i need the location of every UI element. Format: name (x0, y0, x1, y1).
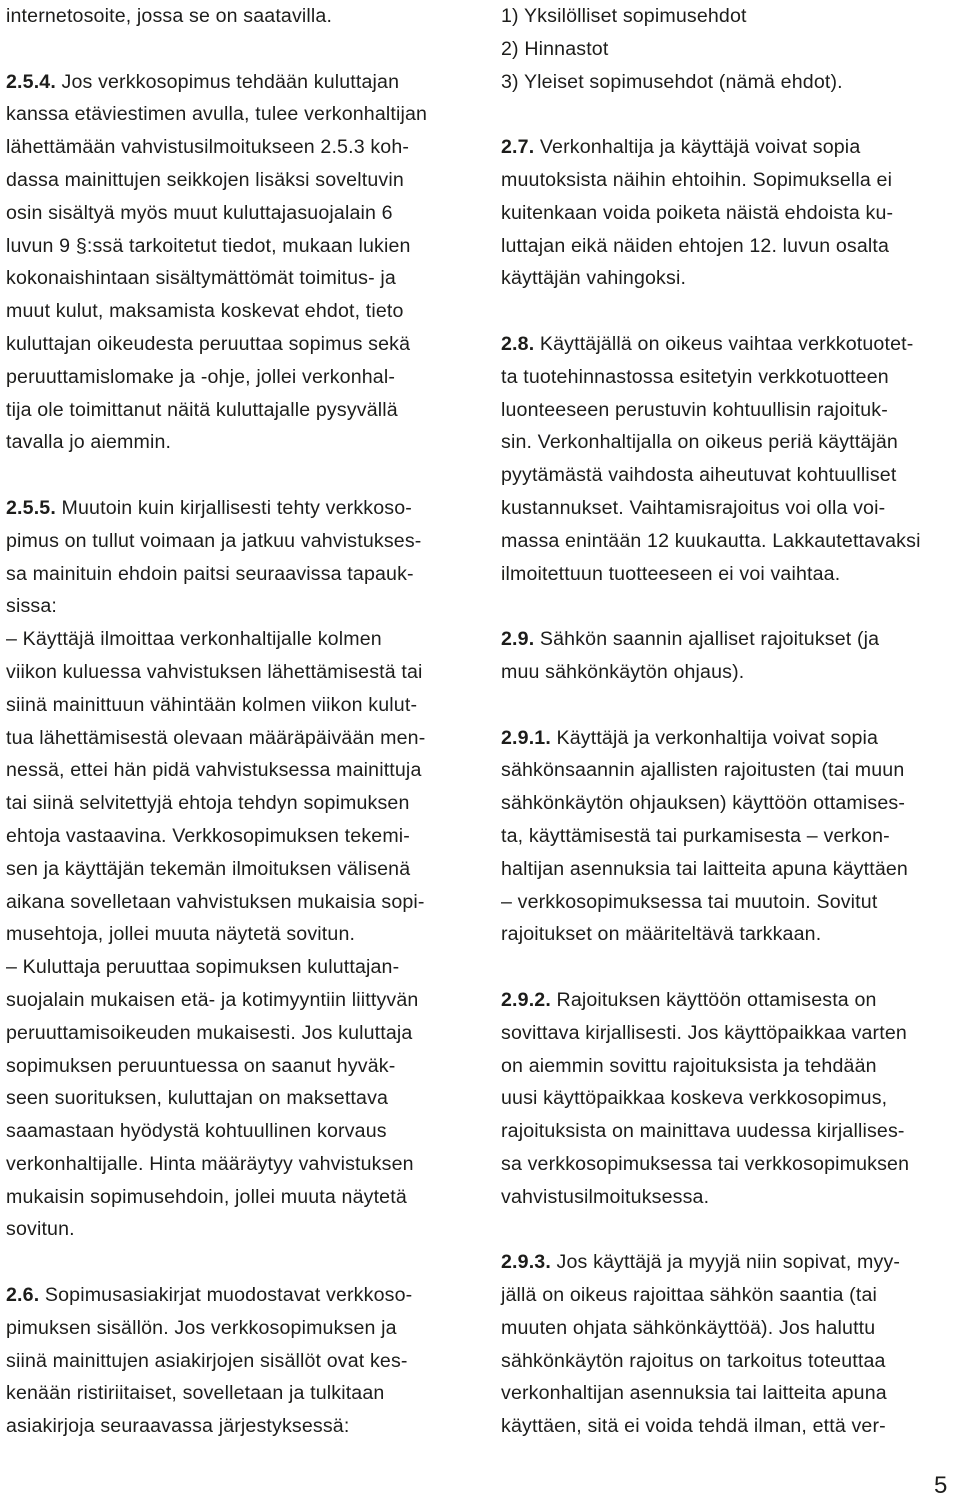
paragraph-gap (501, 1213, 955, 1246)
text-run: uusi käyttöpaikkaa koskeva verkkosopimus, (501, 1087, 888, 1110)
text-line (6, 1181, 460, 1214)
text-run: luttajan eikä näiden ehtojen 12. luvun osalta (501, 234, 890, 257)
text-line (501, 656, 955, 689)
text-run: Jos käyttäjä ja myyjä niin sopivat, myy- (550, 1251, 901, 1274)
text-line (6, 820, 460, 853)
paragraph-gap (6, 459, 460, 492)
text-run: pimus on tullut voimaan ja jatkuu vahvistukses- (6, 529, 422, 552)
text-run: viikon kuluessa vahvistuksen lähettämisestä tai (6, 660, 423, 683)
text-run: 3) Yleiset sopimusehdot (nämä ehdot). (501, 70, 843, 93)
text-run: sa mainituin ehdoin paitsi seuraavissa tapauk- (6, 562, 414, 585)
text-line (6, 394, 460, 427)
text-line (501, 361, 955, 394)
text-line (501, 525, 955, 558)
text-run: rajoituksista on mainittava uudessa kirjallises- (501, 1120, 905, 1143)
text-run: – Käyttäjä ilmoittaa verkonhaltijalle kolmen (6, 628, 382, 651)
text-line (501, 1050, 955, 1083)
text-run: sin. Verkonhaltijalla on oikeus periä käyttäjän (501, 431, 898, 454)
text-line (6, 951, 460, 984)
text-run: seen suorituksen, kuluttajan on maksettava (6, 1087, 389, 1110)
text-line (6, 197, 460, 230)
text-run: nessä, ettei hän pidä vahvistuksessa mainittuja (6, 759, 422, 782)
text-line (6, 164, 460, 197)
paragraph-gap (501, 951, 955, 984)
text-line (501, 328, 955, 361)
text-line (6, 295, 460, 328)
text-line (6, 1148, 460, 1181)
text-line (6, 689, 460, 722)
section-number: 2.7. (501, 136, 535, 159)
text-run: Muutoin kuin kirjallisesti tehty verkkoso- (55, 496, 412, 519)
paragraph-gap (501, 98, 955, 131)
text-line (501, 722, 955, 755)
text-run: Rajoituksen käyttöön ottamisesta on (550, 988, 877, 1011)
text-run: kuitenkaan voida poiketa näistä ehdoista ku- (501, 201, 894, 224)
text-line (6, 1279, 460, 1312)
text-line (6, 492, 460, 525)
text-line (6, 722, 460, 755)
text-line (501, 230, 955, 263)
text-line (501, 886, 955, 919)
text-line (501, 459, 955, 492)
text-run: kustannukset. Vaihtamisrajoitus voi olla voi- (501, 496, 886, 519)
text-run: muu sähkönkäytön ohjaus). (501, 660, 745, 683)
text-line (501, 492, 955, 525)
text-line (501, 1312, 955, 1345)
text-run: pyytämästä vaihdosta aiheutuvat kohtuulliset (501, 464, 897, 487)
text-run: asiakirjoja seuraavassa järjestyksessä: (6, 1415, 350, 1438)
text-run: ehtoja vastaavina. Verkkosopimuksen tekemi- (6, 824, 410, 847)
text-run: on aiemmin sovittu rajoituksista ja tehdään (501, 1054, 877, 1077)
text-line (501, 131, 955, 164)
text-line (6, 590, 460, 623)
text-run: massa enintään 12 kuukautta. Lakkautettavaksi (501, 529, 921, 552)
text-run: luonteeseen perustuvin kohtuullisin rajoituk- (501, 398, 888, 421)
text-line (6, 1050, 460, 1083)
section-number: 2.9.2. (501, 988, 551, 1011)
text-run: rajoitukset on määriteltävä tarkkaan. (501, 923, 822, 946)
text-run: peruuttamisoikeuden mukaisesti. Jos kuluttaja (6, 1021, 413, 1044)
text-line (6, 525, 460, 558)
text-line (6, 262, 460, 295)
text-run: sovittava kirjallisesti. Jos käyttöpaikkaa varten (501, 1021, 907, 1044)
section-number: 2.9.1. (501, 726, 551, 749)
text-line (6, 328, 460, 361)
paragraph-gap (6, 1246, 460, 1279)
text-line (6, 1115, 460, 1148)
text-line (6, 656, 460, 689)
section-number: 2.5.5. (6, 496, 56, 519)
text-line (501, 164, 955, 197)
text-run: sen ja käyttäjän tekemän ilmoituksen välisenä (6, 857, 411, 880)
text-run: kenään ristiriitaiset, sovelletaan ja tulkitaan (6, 1382, 385, 1405)
text-line (501, 1345, 955, 1378)
section-number: 2.6. (6, 1284, 40, 1307)
text-run: aikana sovelletaan vahvistuksen mukaisia sopi- (6, 890, 425, 913)
text-run: kanssa etäviestimen avulla, tulee verkonhaltijan (6, 103, 428, 126)
text-line (6, 98, 460, 131)
text-line (6, 66, 460, 99)
text-run: sovitun. (6, 1218, 75, 1241)
section-number: 2.9.3. (501, 1251, 551, 1274)
text-run: internetosoite, jossa se on saatavilla. (6, 5, 333, 27)
text-line (501, 426, 955, 459)
text-run: muutoksista näihin ehtoihin. Sopimuksella ei (501, 168, 893, 191)
text-run: vahvistusilmoituksessa. (501, 1185, 710, 1208)
text-line (501, 262, 955, 295)
text-run: jällä on oikeus rajoittaa sähkön saantia (tai (501, 1284, 877, 1307)
text-line (501, 197, 955, 230)
text-line (501, 394, 955, 427)
text-run: Jos verkkosopimus tehdään kuluttajan (55, 70, 400, 93)
page-number: 5 (934, 1472, 948, 1499)
left-column (6, 0, 460, 1443)
text-run: Verkonhaltija ja käyttäjä voivat sopia (534, 136, 861, 159)
text-line (6, 361, 460, 394)
text-line (501, 918, 955, 951)
text-line (6, 1213, 460, 1246)
paragraph-gap (501, 295, 955, 328)
section-number: 2.5.4. (6, 70, 56, 93)
text-run: käyttäjän vahingoksi. (501, 267, 687, 290)
text-line (501, 1377, 955, 1410)
text-run: Sopimusasiakirjat muodostavat verkkoso- (39, 1284, 413, 1307)
text-run: Sähkön saannin ajalliset rajoitukset (ja (534, 628, 880, 651)
text-run: haltijan asennuksia tai laitteita apuna käyttäen (501, 857, 908, 880)
paragraph-gap (501, 590, 955, 623)
text-run: ta, käyttämisestä tai purkamisesta – verkon- (501, 824, 890, 847)
section-number: 2.9. (501, 628, 535, 651)
text-line (6, 1312, 460, 1345)
text-run: kuluttajan oikeudesta peruuttaa sopimus sekä (6, 332, 411, 355)
text-run: dassa mainittujen seikkojen lisäksi soveltuvin (6, 168, 404, 191)
text-run: mukaisin sopimusehdoin, jollei muuta näytetä (6, 1185, 407, 1208)
text-line (6, 0, 460, 33)
text-line (6, 1410, 460, 1443)
text-run: siinä mainittujen asiakirjojen sisällöt ovat kes- (6, 1349, 408, 1372)
text-run: – verkkosopimuksessa tai muutoin. Sovitut (501, 890, 878, 913)
text-run: peruuttamislomake ja -ohje, jollei verkonhal- (6, 365, 396, 388)
text-run: pimuksen sisällön. Jos verkkosopimuksen ja (6, 1316, 397, 1339)
text-run: muut kulut, maksamista koskevat ehdot, tieto (6, 300, 404, 323)
text-run: 1) Yksilölliset sopimusehdot (501, 5, 747, 27)
text-run: tai siinä selvitettyjä ehtoja tehdyn sopimuksen (6, 792, 410, 815)
text-line (6, 558, 460, 591)
text-run: Käyttäjä ja verkonhaltija voivat sopia (550, 726, 879, 749)
text-run: 2) Hinnastot (501, 37, 609, 60)
text-line (6, 131, 460, 164)
text-line (501, 1115, 955, 1148)
text-line (501, 820, 955, 853)
text-run: sopimuksen peruuntuessa on saanut hyväk- (6, 1054, 396, 1077)
text-run: muuten ohjata sähkönkäyttöä). Jos haluttu (501, 1316, 876, 1339)
text-line (501, 0, 955, 33)
text-line (501, 1148, 955, 1181)
text-line (6, 1082, 460, 1115)
text-run: verkonhaltijan asennuksia tai laitteita apuna (501, 1382, 887, 1405)
text-run: tija ole toimittanut näitä kuluttajalle pysyvällä (6, 398, 398, 421)
text-line (501, 1181, 955, 1214)
text-run: suojalain mukaisen etä- ja kotimyyntiin liittyvän (6, 988, 419, 1011)
text-line (501, 558, 955, 591)
text-line (6, 754, 460, 787)
text-line (6, 1017, 460, 1050)
text-line (6, 853, 460, 886)
text-run: ta tuotehinnastossa esitetyin verkkotuotteen (501, 365, 889, 388)
text-line (6, 230, 460, 263)
text-line (6, 918, 460, 951)
text-line (501, 623, 955, 656)
right-column (501, 0, 955, 1443)
text-run: lähettämään vahvistusilmoitukseen 2.5.3 koh- (6, 136, 410, 159)
text-run: verkonhaltijalle. Hinta määräytyy vahvistuksen (6, 1152, 414, 1175)
text-line (501, 1410, 955, 1443)
text-run: tua lähettämisestä olevaan määräpäivään men- (6, 726, 426, 749)
text-run: sähkönkäytön rajoitus on tarkoitus toteuttaa (501, 1349, 886, 1372)
text-line (501, 1082, 955, 1115)
text-line (501, 1279, 955, 1312)
text-run: tavalla jo aiemmin. (6, 431, 172, 454)
text-run: – Kuluttaja peruuttaa sopimuksen kuluttajan- (6, 956, 400, 979)
text-line (6, 1345, 460, 1378)
text-run: sa verkkosopimuksessa tai verkkosopimuksen (501, 1152, 910, 1175)
text-run: sissa: (6, 595, 57, 618)
text-line (6, 623, 460, 656)
text-line (501, 754, 955, 787)
text-run: sähkönkäytön ohjauksen) käyttöön ottamises- (501, 792, 905, 815)
text-run: kokonaishintaan sisältymättömät toimitus- ja (6, 267, 396, 290)
text-line (6, 787, 460, 820)
text-run: osin sisältyä myös muut kuluttajasuojalain 6 (6, 201, 393, 224)
text-line (501, 787, 955, 820)
text-run: luvun 9 §:ssä tarkoitetut tiedot, mukaan lukien (6, 234, 411, 257)
text-run: käyttäen, sitä ei voida tehdä ilman, että ver- (501, 1415, 886, 1438)
text-line (6, 984, 460, 1017)
text-line (6, 1377, 460, 1410)
text-run: sähkönsaannin ajallisten rajoitusten (tai muun (501, 759, 905, 782)
text-run: ilmoitettuun tuotteeseen ei voi vaihtaa. (501, 562, 841, 585)
text-run: saamastaan hyödystä kohtuullinen korvaus (6, 1120, 387, 1143)
text-line (501, 984, 955, 1017)
text-run: Käyttäjällä on oikeus vaihtaa verkkotuotet- (534, 332, 914, 355)
text-line (501, 1017, 955, 1050)
text-line (501, 33, 955, 66)
text-run: siinä mainittuun vähintään kolmen viikon kulut- (6, 693, 418, 716)
text-line (501, 853, 955, 886)
text-run: musehtoja, jollei muuta näytetä sovitun. (6, 923, 356, 946)
paragraph-gap (501, 689, 955, 722)
section-number: 2.8. (501, 332, 535, 355)
text-line (501, 66, 955, 99)
text-line (501, 1246, 955, 1279)
paragraph-gap (6, 33, 460, 66)
text-line (6, 886, 460, 919)
text-line (6, 426, 460, 459)
